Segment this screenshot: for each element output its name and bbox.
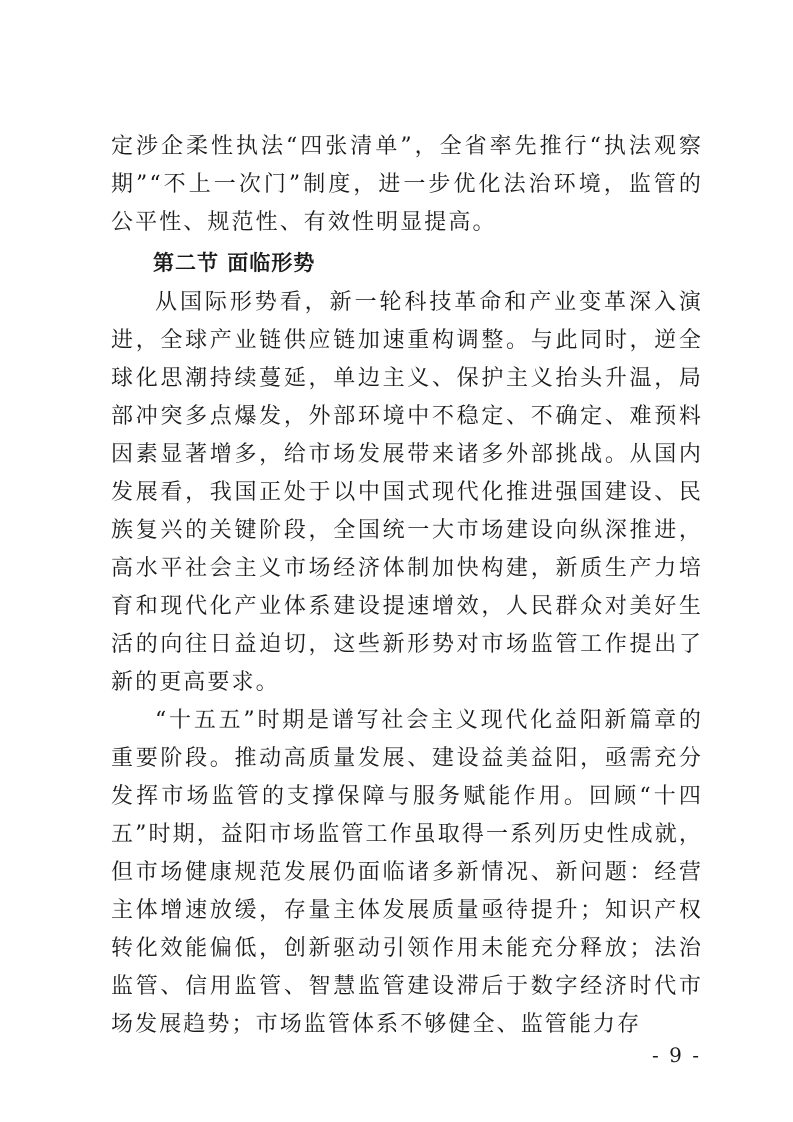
paragraph-situation: 从国际形势看，新一轮科技革命和产业变革深入演进，全球产业链供应链加速重构调整。与此同时，逆全球化思潮持续蔓延，单边主义、保护主义抬头升温，局部冲突多点爆发，外部环境中不稳定、不确定、难预料因素显著增多，给市场发展带来诸多外部挑战。从国内发展看，我国正处于以中国式现代化推进强国建设、民族复兴的关键阶段，全国统一大市场建设向纵深推进，高水平社会主义市场经济体制加快构建，新质生产力培育和现代化产业体系建设提速增效，人民群众对美好生活的向往日益迫切，这些新形势对市场监管工作提出了新的更高要求。: [111, 290, 703, 695]
paragraph-fifteenth-plan: “十五五”时期是谱写社会主义现代化益阳新篇章的重要阶段。推动高质量发展、建设益美益阳，亟需充分发挥市场监管的支撑保障与服务赋能作用。回顾“十四五”时期，益阳市场监管工作虽取得一系列历史性成就，但市场健康规范发展仍面临诸多新情况、新问题：经营主体增速放缓，存量主体发展质量亟待提升；知识产权转化效能偏低，创新驱动引领作用未能充分释放；法治监管、信用监管、智慧监管建设滞后于数字经济时代市场发展趋势；市场监管体系不够健全、监管能力存: [111, 708, 703, 1037]
page-number: - 9 -: [652, 1043, 701, 1067]
page-body: [111, 128, 703, 1044]
paragraph-continuation: 定涉企柔性执法“四张清单”，全省率先推行“执法观察期”“不上一次门”制度，进一步优化法治环境，监管的公平性、规范性、有效性明显提高。: [111, 134, 703, 235]
section-heading: 第二节 面临形势: [153, 251, 316, 275]
